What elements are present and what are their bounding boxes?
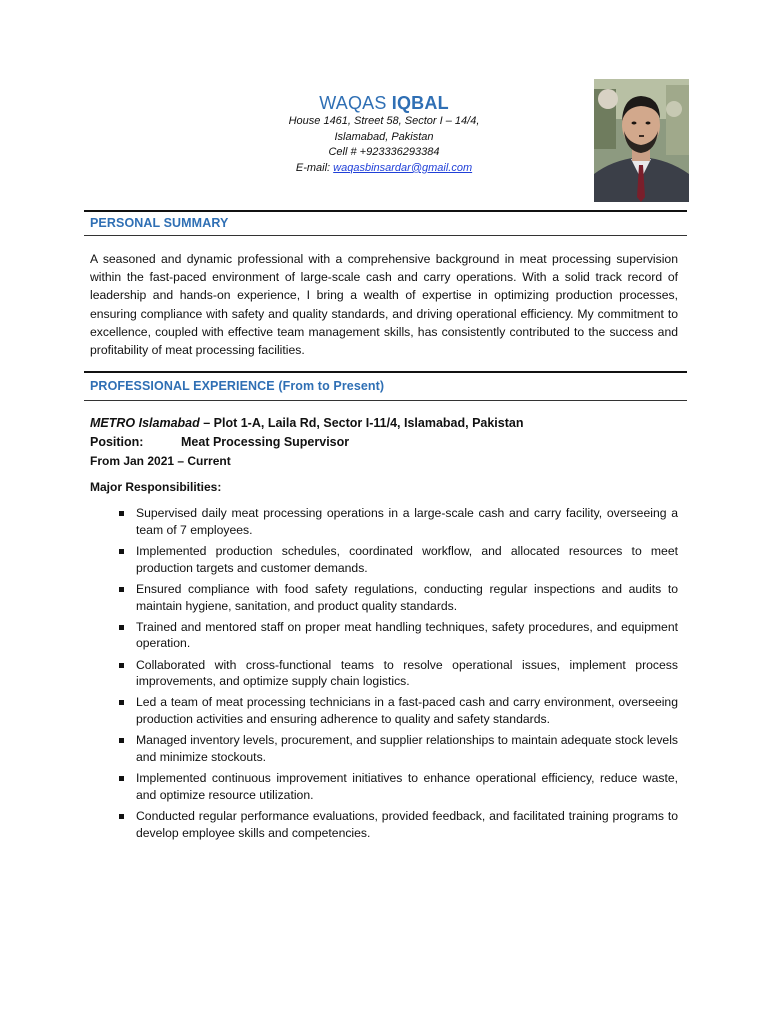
list-item	[116, 808, 678, 842]
position-line	[90, 434, 349, 451]
list-item	[116, 657, 678, 691]
summary-rule-bottom	[84, 235, 687, 236]
company-address: – Plot 1-A, Laila Rd, Sector I-11/4, Islamabad, Pakistan	[199, 416, 524, 430]
company-name: METRO Islamabad	[90, 416, 200, 430]
profile-photo	[594, 79, 689, 202]
experience-rule-top	[84, 371, 687, 373]
first-name: WAQAS	[319, 93, 387, 113]
last-name: IQBAL	[391, 93, 449, 113]
bullet-square-icon	[119, 511, 124, 516]
position-label: Position:	[90, 435, 144, 449]
email-line	[240, 161, 528, 177]
responsibility-text: Managed inventory levels, procurement, and supplier relationships to maintain adequate stock levels and minimize stockouts.	[136, 733, 678, 765]
list-item	[116, 543, 678, 577]
profile-photo-image	[594, 79, 689, 202]
responsibility-text: Ensured compliance with food safety regulations, conducting regular inspections and audits to maintain hygiene, sanitation, and product quality standards.	[136, 581, 678, 613]
list-item	[116, 694, 678, 728]
position-title: Meat Processing Supervisor	[181, 435, 350, 449]
bullet-square-icon	[119, 625, 124, 630]
summary-text: A seasoned and dynamic professional with a comprehensive background in meat processing supervision within the fast-paced environment of large-scale cash and carry operations. With a solid track record of leadership and hands-on experience, I bring a wealth of expertise in optimizing production processes, ensuring compliance with safety and quality standards, and driving operational efficiency. My commitment to excellence, coupled with effective team management skills, has consistently contributed to the success and profitability of meat processing facilities.	[90, 252, 678, 358]
responsibility-text: Supervised daily meat processing operations in a large-scale cash and carry facility, overseeing a team of 7 employees.	[136, 506, 678, 537]
candidate-name	[240, 92, 528, 114]
bullet-square-icon	[119, 700, 124, 705]
address-line-2: Islamabad, Pakistan	[334, 130, 434, 143]
resume-header	[240, 92, 528, 176]
list-item	[116, 770, 678, 804]
bullet-square-icon	[119, 738, 124, 743]
address-line-1: House 1461, Street 58, Sector I – 14/4,	[288, 115, 480, 127]
responsibilities-list	[116, 505, 678, 846]
employment-dates: From Jan 2021 – Current	[90, 454, 231, 468]
summary-heading: PERSONAL SUMMARY	[90, 216, 229, 230]
email-label: E-mail:	[295, 161, 331, 174]
experience-rule-bottom	[84, 400, 687, 401]
company-line	[90, 415, 523, 432]
bullet-square-icon	[119, 814, 124, 819]
list-item	[116, 581, 678, 615]
cell-number: Cell # +923336293384	[328, 146, 440, 159]
email-link[interactable]: waqasbinsardar@gmail.com	[333, 161, 473, 174]
responsibility-text: Led a team of meat processing technicians in a fast-paced cash and carry environment, overseeing production activities and ensuring adherence to quality and safety standards.	[136, 695, 678, 727]
responsibility-text: Collaborated with cross-functional teams to resolve operational issues, implement process improvements, and optimize supply chain logistics.	[136, 657, 678, 689]
responsibility-text: Trained and mentored staff on proper meat handling techniques, safety procedures, and equipment operation.	[136, 619, 678, 651]
bullet-square-icon	[119, 587, 124, 592]
responsibility-text: Conducted regular performance evaluations, provided feedback, and facilitated training programs to develop employee skills and competencies.	[136, 809, 678, 840]
responsibility-text: Implemented production schedules, coordinated workflow, and allocated resources to meet production targets and customer demands.	[136, 543, 678, 575]
bullet-square-icon	[119, 549, 124, 554]
summary-rule-top	[84, 210, 687, 212]
bullet-square-icon	[119, 663, 124, 668]
responsibilities-label: Major Responsibilities:	[90, 480, 222, 494]
responsibility-text: Implemented continuous improvement initiatives to enhance operational efficiency, reduce waste, and optimize resource utilization.	[136, 771, 678, 803]
list-item	[116, 619, 678, 653]
list-item	[116, 732, 678, 766]
experience-heading: PROFESSIONAL EXPERIENCE (From to Present)	[90, 379, 385, 393]
bullet-square-icon	[119, 776, 124, 781]
list-item	[116, 505, 678, 539]
